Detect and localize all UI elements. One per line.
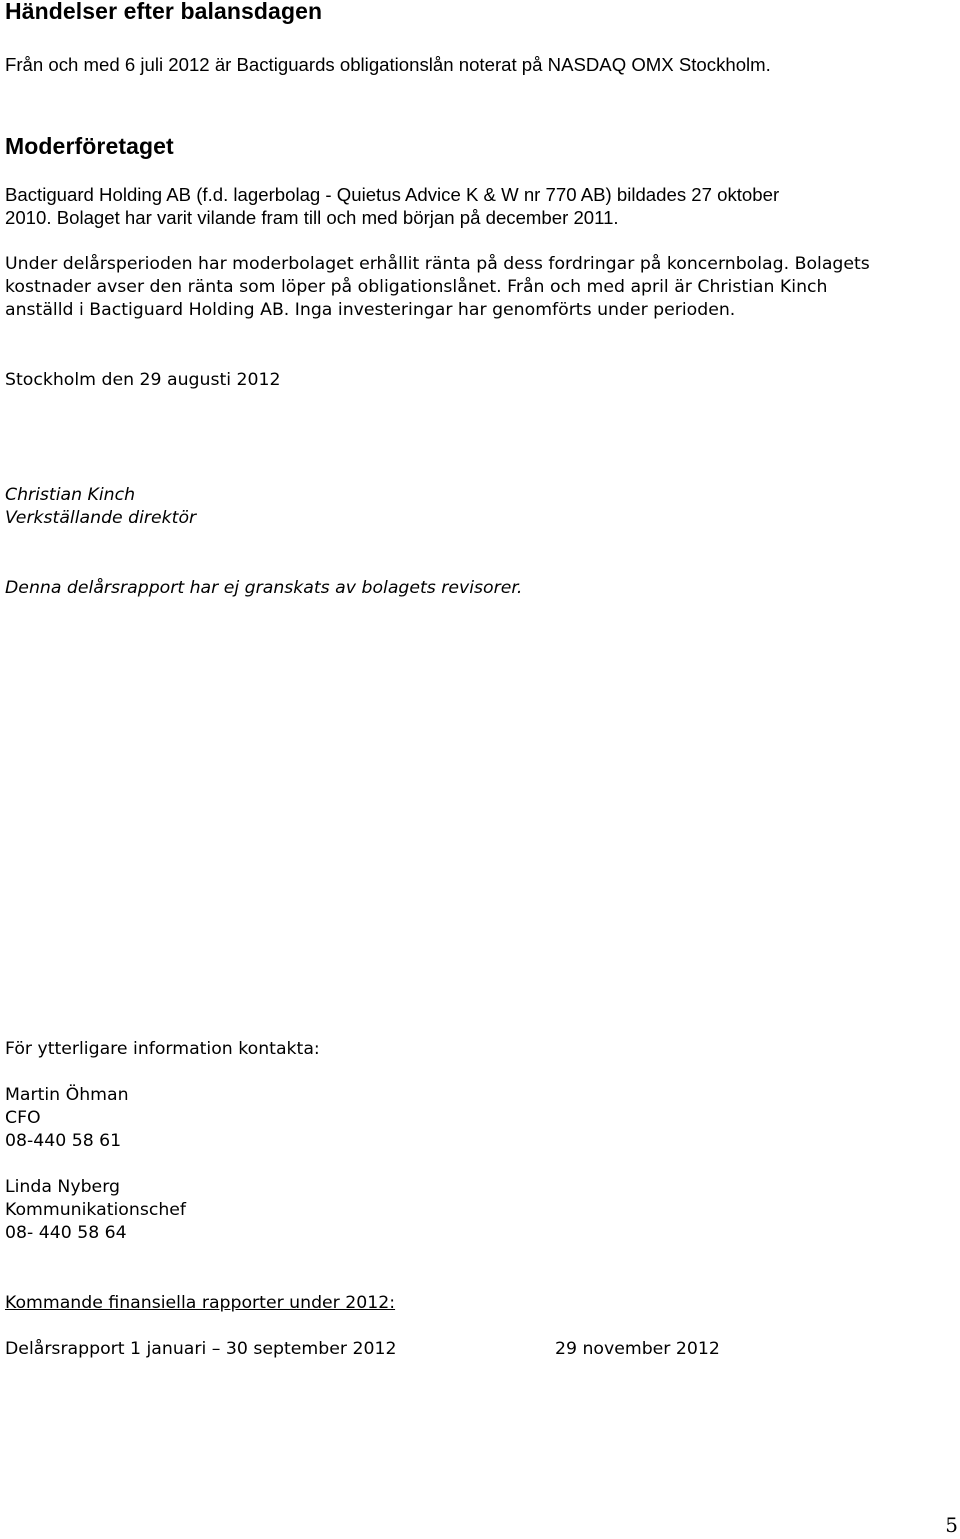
contact-phone: 08- 440 58 64 bbox=[5, 1223, 127, 1243]
paragraph-line: Bactiguard Holding AB (f.d. lagerbolag - Quietus Advice K & W nr 770 AB) bildades 27 oktober bbox=[5, 184, 780, 205]
report-date: 29 november 2012 bbox=[555, 1339, 720, 1359]
upcoming-reports-heading: Kommande finansiella rapporter under 2012: bbox=[5, 1293, 396, 1313]
paragraph-line: anställd i Bactiguard Holding AB. Inga investeringar har genomförts under perioden. bbox=[5, 300, 736, 320]
contact-role: CFO bbox=[5, 1108, 41, 1128]
report-label: Delårsrapport 1 januari – 30 september 2012 bbox=[5, 1339, 397, 1359]
signatory-title: Verkställande direktör bbox=[5, 508, 197, 528]
contact-person bbox=[5, 1084, 129, 1153]
contact-name: Linda Nyberg bbox=[5, 1177, 120, 1197]
signatory bbox=[5, 484, 196, 530]
parent-company-paragraph-1 bbox=[5, 183, 779, 229]
contact-person bbox=[5, 1176, 186, 1245]
paragraph-line: 2010. Bolaget har varit vilande fram till och med början på december 2011. bbox=[5, 207, 619, 228]
contact-name: Martin Öhman bbox=[5, 1085, 129, 1105]
audit-note: Denna delårsrapport har ej granskats av bolagets revisorer. bbox=[5, 578, 523, 598]
paragraph-line: kostnader avser den ränta som löper på obligationslånet. Från och med april är Christian Kinch bbox=[5, 277, 828, 297]
page-number: 5 bbox=[945, 1513, 958, 1537]
events-paragraph: Från och med 6 juli 2012 är Bactiguards obligationslån noterat på NASDAQ OMX Stockholm. bbox=[5, 54, 771, 75]
contact-intro: För ytterligare information kontakta: bbox=[5, 1039, 320, 1059]
place-date: Stockholm den 29 augusti 2012 bbox=[5, 370, 281, 390]
parent-company-heading: Moderföretaget bbox=[5, 133, 174, 159]
contact-role: Kommunikationschef bbox=[5, 1200, 186, 1220]
parent-company-paragraph-2 bbox=[5, 253, 870, 322]
signatory-name: Christian Kinch bbox=[5, 485, 136, 505]
contact-phone: 08-440 58 61 bbox=[5, 1131, 122, 1151]
paragraph-line: Under delårsperioden har moderbolaget erhållit ränta på dess fordringar på koncernbolag. Bolagets bbox=[5, 254, 870, 274]
events-heading: Händelser efter balansdagen bbox=[5, 0, 323, 24]
